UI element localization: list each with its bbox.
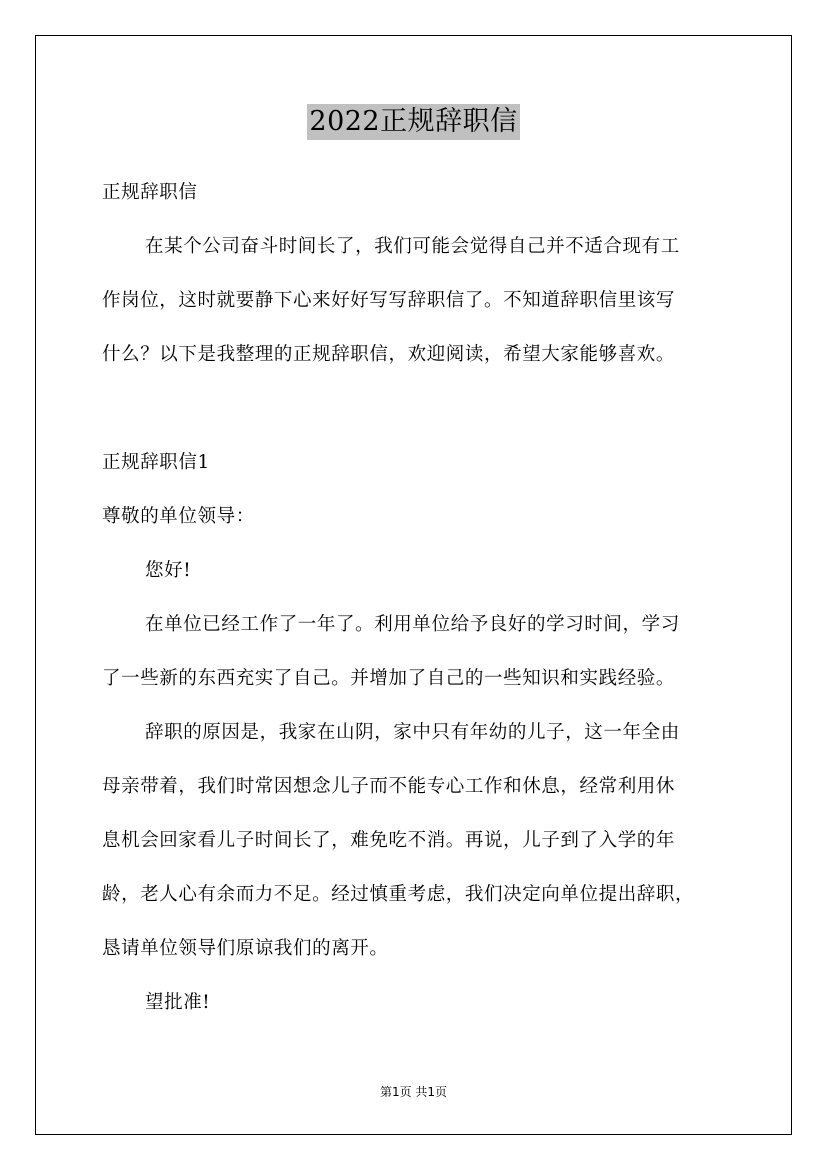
greeting: 您好! — [145, 560, 192, 581]
salutation: 尊敬的单位领导： — [102, 506, 255, 527]
page-footer: 第1页 共1页 — [379, 1085, 448, 1099]
intro-line-1: 在某个公司奋斗时间长了，我们可能会觉得自己并不适合现有工 — [145, 236, 680, 257]
document-title: 2022正规辞职信 — [307, 104, 519, 140]
body-line-1: 在单位已经工作了一年了。利用单位给予良好的学习时间，学习 — [145, 614, 680, 635]
body-line-7: 恳请单位领导们原谅我们的离开。 — [102, 938, 389, 959]
body-line-6: 龄，老人心有余而力不足。经过慎重考虑，我们决定向单位提出辞职， — [102, 884, 695, 905]
section-heading: 正规辞职信 — [102, 182, 198, 203]
intro-line-2: 作岗位，这时就要静下心来好好写写辞职信了。不知道辞职信里该写 — [102, 290, 676, 311]
body-line-3: 辞职的原因是，我家在山阴，家中只有年幼的儿子，这一年全由 — [145, 722, 680, 743]
letter-heading: 正规辞职信1 — [102, 452, 210, 473]
intro-line-3: 什么？以下是我整理的正规辞职信，欢迎阅读，希望大家能够喜欢。 — [102, 344, 676, 365]
body-line-2: 了一些新的东西充实了自己。并增加了自己的一些知识和实践经验。 — [102, 668, 676, 689]
title-container — [0, 104, 827, 140]
closing: 望批准! — [145, 992, 211, 1013]
body-line-5: 息机会回家看儿子时间长了，难免吃不消。再说，儿子到了入学的年 — [102, 830, 676, 851]
body-line-4: 母亲带着，我们时常因想念儿子而不能专心工作和休息，经常利用休 — [102, 776, 676, 797]
